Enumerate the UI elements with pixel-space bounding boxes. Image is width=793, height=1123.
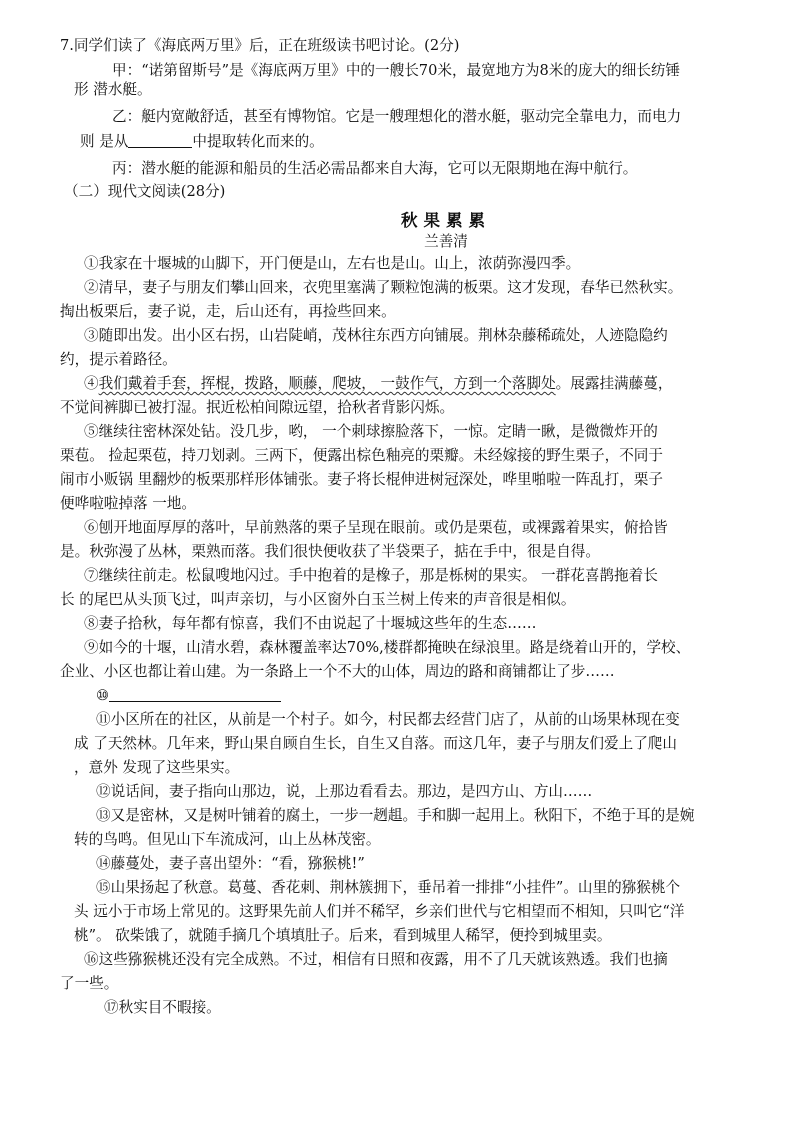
paragraph-10-blank[interactable]	[109, 687, 281, 702]
paragraph-13-line-2: 转的鸟鸣。但见山下车流成河，山上丛林茂密。	[74, 831, 381, 848]
paragraph-11-line-3: ，意外 发现了这些果实。	[74, 759, 240, 776]
paragraph-1: ①我家在十堰城的山脚下，开门便是山，左右也是山。山上，浓荫弥漫四季。	[84, 255, 581, 272]
paragraph-4-rest: 。展露挂满藤蔓，	[555, 375, 673, 392]
paragraph-5-line-4: 便哗啦啦掉落 一地。	[60, 495, 196, 512]
paragraph-4-line-2: 不觉间裤脚已被打湿。抿近松柏间隙远望，拾秋者背影闪烁。	[60, 399, 455, 416]
dialogue-jia-line-2: 形 潜水艇。	[74, 81, 152, 98]
paragraph-6-line-2: 是。秋弥漫了丛林，栗熟而落。我们很快便收获了半袋栗子，掂在手中，很是自得。	[60, 543, 600, 560]
exam-page	[60, 36, 772, 1020]
article-author: 兰善清	[424, 233, 468, 250]
paragraph-12: ⑫说话间，妻子指向山那边，说，上那边看看去。那边，是四方山、方山……	[96, 783, 593, 800]
paragraph-2-line-2: 掏出板栗后，妻子说，走，后山还有，再捡些回来。	[60, 303, 396, 320]
paragraph-3-line-1: ③随即出发。出小区右拐，山岩陡峭，茂林往东西方向铺展。荆林杂藤稀疏处，人迹隐隐约	[84, 327, 668, 344]
paragraph-15-line-1: ⑮山果扬起了秋意。葛蔓、香花刺、荆林簇拥下，垂吊着一排排“小挂件”。山里的猕猴桃个	[96, 879, 681, 896]
paragraph-7-line-2: 长 的尾巴从头顶飞过，叫声亲切，与小区窗外白玉兰树上传来的声音很是相似。	[60, 591, 576, 608]
dialogue-bing: 丙：潜水艇的能源和船员的生活必需品都来自大海，它可以无限期地在海中航行。	[112, 160, 638, 177]
paragraph-11-line-2: 成 了天然林。几年来，野山果自顾自生长，自生又自落。而这几年，妻子与朋友们爱上了爬山	[74, 735, 677, 752]
wavy-underlined-sentence: 我们戴着手套，挥棍，拨路，顺藤，爬坡， 一鼓作气，方到一个落脚处	[98, 375, 556, 392]
dialogue-yi-line-1: 乙：艇内宽敞舒适，甚至有博物馆。它是一艘理想化的潜水艇，驱动完全靠电力，而电力	[112, 108, 682, 125]
yi-line-2-end: 中提取转化而来的。	[192, 133, 324, 150]
article-title: 秋果累累	[401, 211, 491, 230]
dialogue-jia-line-1: 甲：“诺第留斯号”是《海底两万里》中的一艘长70米，最宽地方为8米的庞大的细长纺锤	[112, 62, 681, 79]
paragraph-16-line-1: ⑯这些猕猴桃还没有完全成熟。不过，相信有日照和夜露，用不了几天就该熟透。我们也摘	[84, 951, 668, 968]
paragraph-6-line-1: ⑥刨开地面厚厚的落叶，早前熟落的栗子呈现在眼前。或仍是栗苞，或裸露着果实，俯拾皆	[84, 519, 668, 536]
paragraph-16-line-2: 了一些。	[60, 975, 119, 992]
paragraph-4-number: ④	[84, 375, 99, 392]
fill-in-blank[interactable]	[128, 133, 192, 148]
yi-line-2-start: 则 是从	[80, 133, 129, 150]
section-heading: （二）现代文阅读(28分)	[64, 183, 226, 200]
paragraph-15-line-3: 桃”。 砍柴饿了，就随手摘几个填填肚子。后来，看到城里人稀罕，便拎到城里卖。	[74, 927, 612, 944]
paragraph-13-line-1: ⑬又是密林，又是树叶铺着的腐土，一步一趔趄。手和脚一起用上。秋阳下，不绝于耳的是婉	[96, 807, 695, 824]
paragraph-4-line-1	[60, 372, 772, 396]
paragraph-10	[60, 684, 772, 708]
paragraph-5-line-1: ⑤继续往密林深处钻。没几步，哟， 一个刺球擦脸落下，一惊。定睛一瞅，是微微炸开的	[84, 423, 658, 440]
paragraph-3-line-2: 约，提示着路径。	[60, 351, 177, 368]
paragraph-14: ⑭藤蔓处，妻子喜出望外：“看，猕猴桃!”	[96, 855, 365, 872]
paragraph-11-line-1: ⑪小区所在的社区，从前是一个村子。如今，村民都去经营门店了，从前的山场果林现在变	[96, 711, 680, 728]
paragraph-9-line-2: 企业、小区也都让着山建。为一条路上一个不大的山体，周边的路和商铺都让了步……	[60, 663, 615, 680]
paragraph-10-number: ⑩	[96, 687, 110, 704]
question-7-title: 7.同学们读了《海底两万里》后，正在班级读书吧讨论。(2分)	[60, 37, 460, 54]
paragraph-5-line-3: 闹市小贩锅 里翻炒的板栗那样形体铺张。妻子将长棍伸进树冠深处，哗里啪啦一阵乱打，栗子	[60, 471, 663, 488]
paragraph-7-line-1: ⑦继续往前走。松鼠嗖地闪过。手中抱着的是橡子，那是栎树的果实。 一群花喜鹊拖着长	[84, 567, 658, 584]
paragraph-15-line-2: 头 远小于市场上常见的。这野果先前人们并不稀罕，乡亲们世代与它相望而不相知，只叫它“洋	[74, 903, 685, 920]
paragraph-5-line-2: 栗苞。 捡起栗苞，持刀划剥。三两下，便露出棕色釉亮的栗瓣。未经嫁接的野生栗子，不同于	[60, 447, 663, 464]
paragraph-9-line-1: ⑨如今的十堰，山清水碧，森林覆盖率达70%,楼群都掩映在绿浪里。路是绕着山开的，学校、	[84, 639, 691, 656]
paragraph-17: ⑰秋实目不暇接。	[104, 999, 221, 1016]
dialogue-yi-line-2	[60, 132, 772, 151]
paragraph-8: ⑧妻子拾秋，每年都有惊喜，我们不由说起了十堰城这些年的生态……	[84, 615, 537, 632]
paragraph-2-line-1: ②清早，妻子与朋友们攀山回来，衣兜里塞满了颗粒饱满的板栗。这才发现，春华已然秋实。	[84, 279, 683, 296]
